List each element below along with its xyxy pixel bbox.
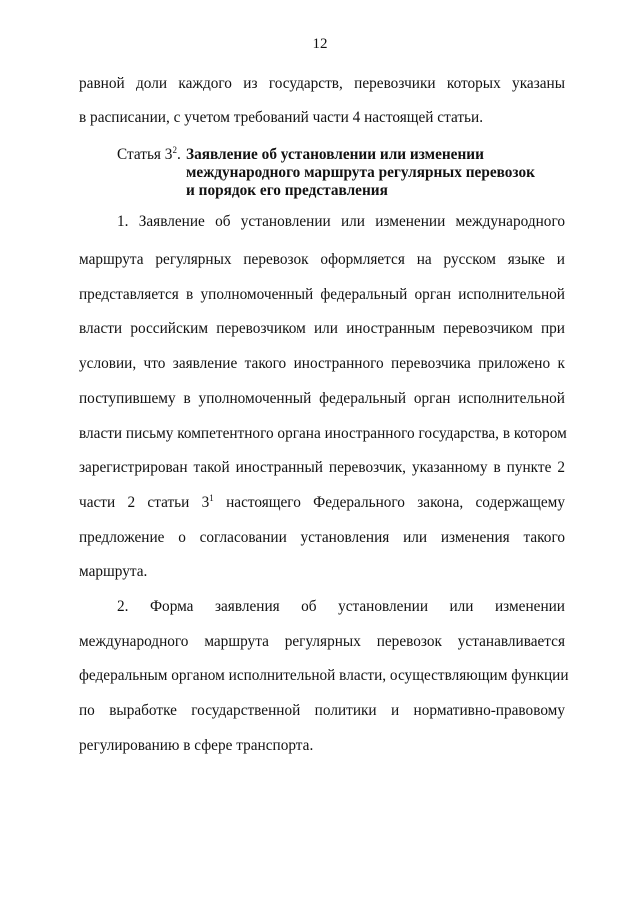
paragraph1-line-9: части 2 статьи $3^1$ настоящего Федерального закона, содержащему [79,493,565,511]
paragraph1-line-6: поступившему в уполномоченный федеральный орган исполнительной [79,390,565,407]
paragraph1-line-3: представляется в уполномоченный федеральный орган исполнительной [79,286,565,303]
paragraph1-line-10: предложение о согласовании установления или изменения такого [79,529,565,546]
paragraph1-line-4: власти российским перевозчиком или иностранным перевозчиком при [79,320,565,337]
article-title-line-1: Заявление об установлении или изменении [186,146,484,163]
article-title-line-3: и порядок его представления [186,182,388,199]
paragraph1-line-8: зарегистрирован такой иностранный перевозчик, указанному в пункте 2 [79,459,565,476]
article-title [186,146,535,200]
paragraph2-line-4: по выработке государственной политики и нормативно-правовому [79,702,565,719]
intro-line-2: в расписании, с учетом требований части 4 настоящей статьи. [79,109,484,126]
paragraph2-line-5: регулированию в сфере транспорта. [79,737,314,754]
paragraph1-line-11: маршрута. [79,563,148,580]
paragraph2-line-3: федеральным органом исполнительной власти, осуществляющим функции [79,667,569,684]
paragraph1-line-1: 1. Заявление об установлении или изменении международного [117,213,565,230]
paragraph2-line-2: международного маршрута регулярных перевозок устанавливается [79,633,565,650]
article-label: Статья $3^2$. [117,145,181,163]
paragraph1-line-7: власти письму компетентного органа иностранного государства, в котором [79,425,567,442]
page-number: 12 [312,36,328,52]
intro-line-1: равной доли каждого из государств, перевозчики которых указаны [79,75,565,92]
paragraph1-line-2: маршрута регулярных перевозок оформляется на русском языке и [79,251,565,268]
paragraph2-line-1: 2. Форма заявления об установлении или изменении [117,598,565,615]
article-title-line-2: международного маршрута регулярных перевозок [186,164,535,181]
paragraph1-line-5: условии, что заявление такого иностранного перевозчика приложено к [79,355,565,372]
